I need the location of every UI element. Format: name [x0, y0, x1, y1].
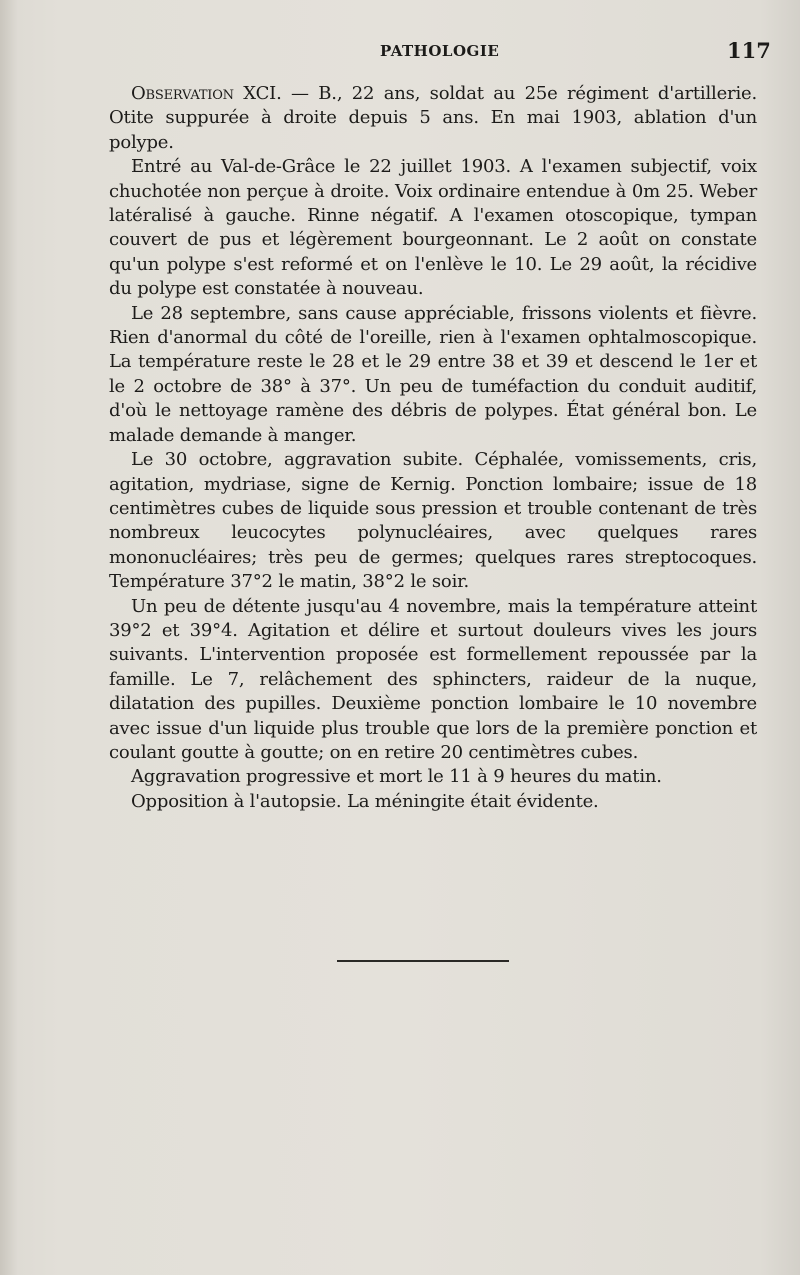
observation-lead-paragraph	[109, 82, 757, 155]
observation-text	[109, 82, 757, 814]
observation-paragraph: Le 28 septembre, sans cause appréciable, frissons violents et fièvre. Rien d'anormal du côté de l'oreille, rien à l'examen ophtalmoscopique. La température reste le 28 et le 29 entre 38 et 39 et descend le 1er et le 2 octobre de 38° à 37°. Un peu de tuméfaction du conduit auditif, d'où le nettoyage ramène des débris de polypes. État général bon. Le malade demande à manger.	[109, 302, 757, 446]
observation-paragraph: Opposition à l'autopsie. La méningite était évidente.	[131, 790, 599, 812]
observation-label: Observation	[131, 83, 234, 104]
observation-lead: XCI. — B., 22 ans, soldat au 25e régiment d'artillerie. Otite suppurée à droite depuis 5 ans. En mai 1903, ablation d'un polype.	[109, 83, 757, 153]
observation-paragraph: Un peu de détente jusqu'au 4 novembre, mais la température atteint 39°2 et 39°4. Agitation et délire et surtout douleurs vives les jours suivants. L'intervention proposée est formellement repoussée par la famille. Le 7, relâchement des sphincters, raideur de la nuque, dilatation des pupilles. Deuxième ponction lombaire le 10 novembre avec issue d'un liquide plus trouble que lors de la première ponction et coulant goutte à goutte; on en retire 20 centimètres cubes.	[109, 595, 757, 763]
observation-paragraph: Le 30 octobre, aggravation subite. Céphalée, vomissements, cris, agitation, mydriase, signe de Kernig. Ponction lombaire; issue de 18 centimètres cubes de liquide sous pression et trouble contenant de très nombreux leucocytes polynucléaires, avec quelques rares mononucléaires; très peu de germes; quelques rares streptocoques. Température 37°2 le matin, 38°2 le soir.	[109, 449, 757, 593]
section-rule	[337, 960, 509, 962]
running-head: PATHOLOGIE	[380, 42, 500, 60]
page-number: 117	[727, 38, 771, 63]
page-header	[0, 38, 800, 66]
observation-paragraph: Aggravation progressive et mort le 11 à 9 heures du matin.	[131, 766, 662, 788]
observation-paragraph: Entré au Val-de-Grâce le 22 juillet 1903. A l'examen subjectif, voix chuchotée non perçue à droite. Voix ordinaire entendue à 0m 25. Weber latéralisé à gauche. Rinne négatif. A l'examen otoscopique, tympan couvert de pus et légèrement bourgeonnant. Le 2 août on constate qu'un polype s'est reformé et on l'enlève le 10. Le 29 août, la récidive du polype est constatée à nouveau.	[109, 156, 757, 300]
